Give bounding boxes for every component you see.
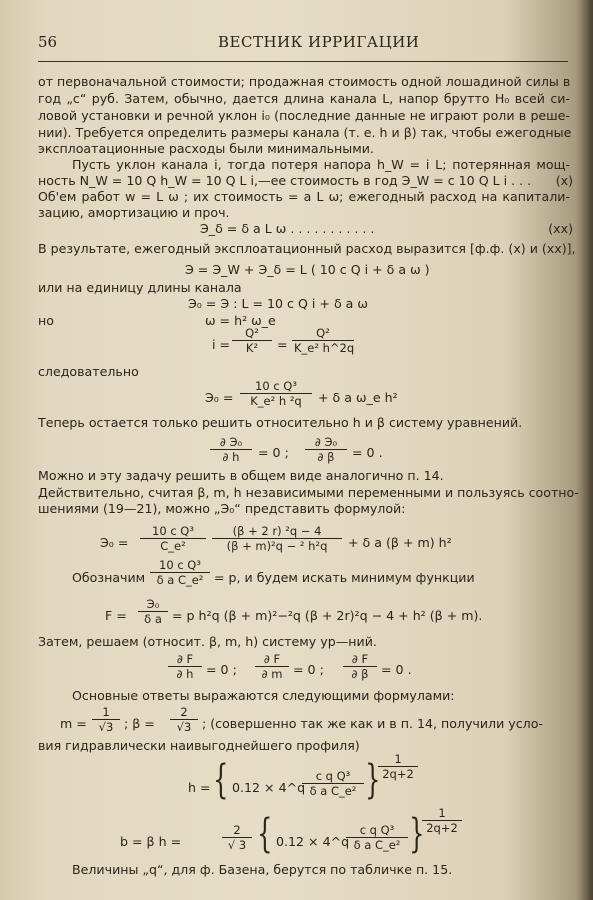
- fraction: 10 c Q³ C_e²: [140, 524, 206, 553]
- text-line: Теперь остается только решить относительно h и β систему уравнений.: [38, 415, 523, 430]
- text-line: Затем, решаем (относит. β, m, h) систему ур—ний.: [38, 634, 377, 649]
- formula-e0: Э₀ = Э : L = 10 c Q i + δ a ω: [188, 296, 368, 311]
- formula-rest: = p h²q (β + m)²−²q (β + 2r)²q − 4 + h² (β + m).: [172, 608, 483, 623]
- fraction: Q² K_e² h^2q: [294, 326, 355, 355]
- text-line: но: [38, 313, 54, 328]
- formula-coef: 0.12 × 4^q: [276, 834, 350, 849]
- text-line: ловой установки и речной уклон i₀ (последние данные не играют роли в реше-: [38, 108, 570, 123]
- page-header: [38, 33, 578, 57]
- equals-zero: = 0 .: [381, 662, 412, 677]
- left-brace: {: [213, 757, 229, 803]
- text-line: от первоначальной стоимости; продажная стоимость одной лошадиной силы в: [38, 74, 571, 89]
- text-line: Можно и эту задачу решить в общем виде аналогично п. 14.: [38, 468, 444, 483]
- text-line: следовательно: [38, 364, 139, 379]
- fraction: ∂ Э₀ ∂ β: [305, 435, 347, 464]
- fraction: c q Q³ δ a C_e²: [302, 769, 364, 798]
- fraction: Э₀ δ a: [138, 597, 168, 626]
- formula-coef: 0.12 × 4^q: [232, 780, 306, 795]
- equals-sign: =: [277, 337, 288, 352]
- text-line: Обозначим: [72, 570, 146, 585]
- text-line: ; (совершенно так же как и в п. 14, получили усло-: [202, 716, 543, 731]
- formula-h-lhs: h =: [188, 780, 211, 795]
- equals-zero: = 0 ;: [206, 662, 237, 677]
- left-brace: {: [257, 811, 273, 857]
- formula-rest: + δ a ω_e h²: [318, 390, 398, 405]
- text-line: Об'ем работ w = L ω ; их стоимость = a L ω; ежегодный расход на капитали-: [38, 189, 570, 204]
- equals-zero: = 0 ;: [258, 445, 289, 460]
- fraction: ∂ F ∂ β: [343, 652, 377, 681]
- formula-e-delta: Э_δ = δ a L ω . . . . . . . . . . .: [200, 221, 375, 236]
- text-line: В результате, ежегодный эксплоатационный расход выразится [ф.ф. (x) и (xx)],: [38, 241, 576, 256]
- fraction: 2 √3: [170, 705, 198, 734]
- text-line: зацию, амортизацию и проч.: [38, 205, 230, 220]
- formula-e-total: Э = Э_W + Э_δ = L ( 10 c Q i + δ a ω ): [185, 262, 430, 277]
- formula-rest: + δ a (β + m) h²: [348, 535, 452, 550]
- text-line: = p, и будем искать минимум функции: [214, 570, 475, 585]
- formula-b-lhs: b = β h =: [120, 834, 182, 849]
- page-number: 56: [38, 33, 58, 51]
- formula-lhs: Э₀ =: [205, 390, 234, 405]
- equals-zero: = 0 .: [352, 445, 383, 460]
- fraction: ∂ F ∂ m: [255, 652, 289, 681]
- right-brace: }: [409, 811, 425, 857]
- formula-i-lhs: i =: [212, 337, 231, 352]
- text-line: шениями (19—21), можно „Э₀“ представить формулой:: [38, 501, 406, 516]
- right-brace: }: [365, 757, 381, 803]
- text-line: год „c“ руб. Затем, обычно, дается длина канала L, напор брутто H₀ всей си-: [38, 91, 570, 106]
- text-line: Пусть уклон канала i, тогда потеря напора h_W = i L; потерянная мощ-: [72, 157, 570, 172]
- fraction: (β + 2 r) ²q − 4 (β + m)²q − ² h²q: [212, 524, 342, 553]
- text-line: Величины „q“, для ф. Базена, берутся по табличке п. 15.: [72, 862, 453, 877]
- text-line: вия гидравлически наивыгоднейшего профиля): [38, 738, 360, 753]
- formula-lhs: Э₀ =: [100, 535, 129, 550]
- formula-omega: ω = h² ω_e: [205, 313, 276, 328]
- fraction: 10 c Q³ K_e² h ²q: [240, 379, 312, 408]
- journal-title: ВЕСТНИК ИРРИГАЦИИ: [218, 33, 420, 51]
- fraction: 2 √ 3: [222, 823, 252, 852]
- header-rule: [38, 61, 568, 62]
- text-line: Основные ответы выражаются следующими формулами:: [72, 688, 455, 703]
- equation-mark-x: (x): [555, 173, 573, 188]
- equals-zero: = 0 ;: [293, 662, 324, 677]
- fraction: Q² K²: [232, 326, 272, 355]
- text-line: нии). Требуется определить размеры канала (т. е. h и β) так, чтобы ежегодные: [38, 125, 572, 140]
- text-line: Действительно, считая β, m, h независимыми переменными и пользуясь соотно-: [38, 485, 579, 500]
- text-line: эксплоатационные расходы были минимальными.: [38, 141, 374, 156]
- formula-lhs: F =: [105, 608, 127, 623]
- book-spine: [579, 0, 593, 900]
- fraction: 1 √3: [92, 705, 120, 734]
- exponent-fraction: 1 2q+2: [378, 752, 418, 781]
- formula-m: m =: [60, 716, 87, 731]
- fraction: ∂ F ∂ h: [168, 652, 202, 681]
- text-line: или на единицу длины канала: [38, 280, 242, 295]
- text-line: ность N_W = 10 Q h_W = 10 Q L i,—ее стоимость в год Э_W = c 10 Q L i . . .: [38, 173, 532, 188]
- fraction: 10 c Q³ δ a C_e²: [150, 558, 210, 587]
- fraction: c q Q³ δ a C_e²: [346, 823, 408, 852]
- equation-mark-xx: (xx): [548, 221, 573, 236]
- formula-beta: ; β =: [124, 716, 155, 731]
- exponent-fraction: 1 2q+2: [422, 806, 462, 835]
- fraction: ∂ Э₀ ∂ h: [210, 435, 252, 464]
